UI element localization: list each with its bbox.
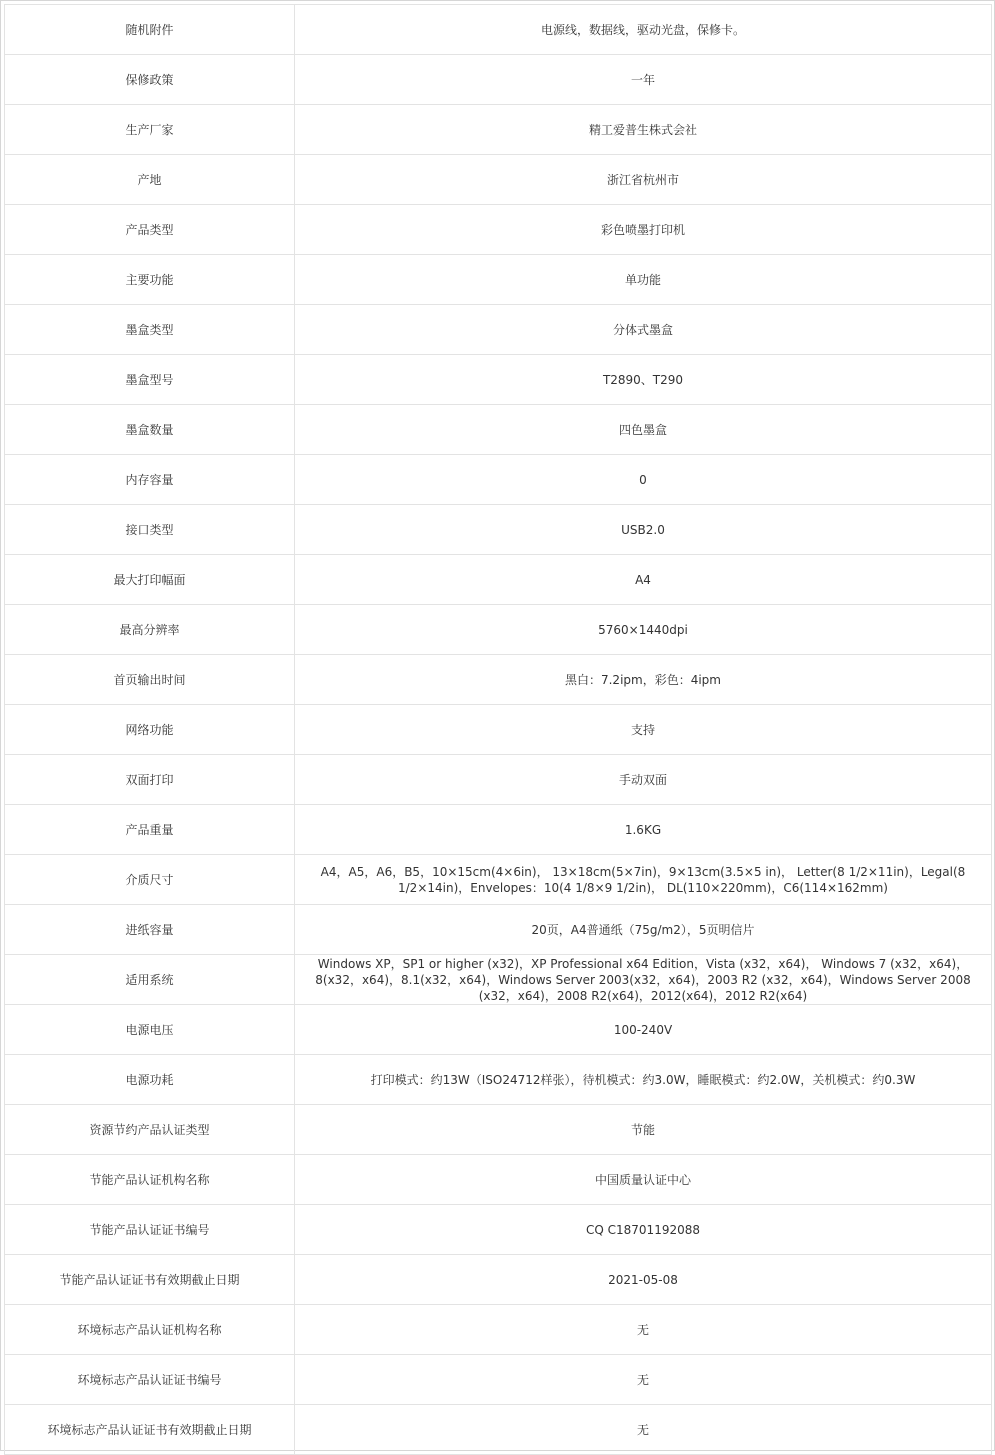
table-row [5, 805, 992, 855]
table-row [5, 1155, 992, 1205]
table-row [5, 1405, 992, 1455]
table-row [5, 605, 992, 655]
table-row [5, 355, 992, 405]
table-row [5, 255, 992, 305]
spec-label: 电源功耗 [5, 1055, 295, 1105]
table-row [5, 1305, 992, 1355]
spec-label: 产品重量 [5, 805, 295, 855]
table-row [5, 1255, 992, 1305]
spec-value: 电源线，数据线，驱动光盘，保修卡。 [295, 5, 992, 55]
spec-label: 环境标志产品认证机构名称 [5, 1305, 295, 1355]
spec-label: 进纸容量 [5, 905, 295, 955]
spec-table [4, 4, 992, 1455]
spec-value: 无 [295, 1355, 992, 1405]
spec-label: 节能产品认证证书有效期截止日期 [5, 1255, 295, 1305]
spec-value: 无 [295, 1305, 992, 1355]
spec-value: 1.6KG [295, 805, 992, 855]
table-row [5, 705, 992, 755]
spec-value: 单功能 [295, 255, 992, 305]
table-row [5, 305, 992, 355]
spec-label: 环境标志产品认证证书有效期截止日期 [5, 1405, 295, 1455]
spec-value: 一年 [295, 55, 992, 105]
table-row [5, 55, 992, 105]
spec-label: 主要功能 [5, 255, 295, 305]
spec-value: 黑白：7.2ipm，彩色：4ipm [295, 655, 992, 705]
spec-value: 无 [295, 1405, 992, 1455]
table-row [5, 1355, 992, 1405]
table-row [5, 5, 992, 55]
spec-value: 5760×1440dpi [295, 605, 992, 655]
spec-label: 节能产品认证证书编号 [5, 1205, 295, 1255]
table-row [5, 1005, 992, 1055]
spec-label: 电源电压 [5, 1005, 295, 1055]
table-row [5, 655, 992, 705]
spec-value: 打印模式：约13W（ISO24712样张），待机模式：约3.0W，睡眠模式：约2.0W，关机模式：约0.3W [295, 1055, 992, 1105]
spec-value: CQ C18701192088 [295, 1205, 992, 1255]
spec-value: USB2.0 [295, 505, 992, 555]
spec-value: 精工爱普生株式会社 [295, 105, 992, 155]
table-row [5, 855, 992, 905]
spec-value: 0 [295, 455, 992, 505]
spec-label: 最高分辨率 [5, 605, 295, 655]
spec-table-body [5, 5, 992, 1455]
table-row [5, 155, 992, 205]
spec-label: 节能产品认证机构名称 [5, 1155, 295, 1205]
spec-label: 墨盒型号 [5, 355, 295, 405]
spec-label: 环境标志产品认证证书编号 [5, 1355, 295, 1405]
spec-label: 首页输出时间 [5, 655, 295, 705]
spec-value: 节能 [295, 1105, 992, 1155]
table-row [5, 905, 992, 955]
spec-value: 支持 [295, 705, 992, 755]
table-row [5, 955, 992, 1005]
spec-label: 墨盒数量 [5, 405, 295, 455]
table-row [5, 205, 992, 255]
spec-label: 保修政策 [5, 55, 295, 105]
spec-label: 接口类型 [5, 505, 295, 555]
spec-value: 100-240V [295, 1005, 992, 1055]
spec-label: 产地 [5, 155, 295, 205]
spec-value: 四色墨盒 [295, 405, 992, 455]
spec-label: 内存容量 [5, 455, 295, 505]
spec-label: 生产厂家 [5, 105, 295, 155]
table-row [5, 1055, 992, 1105]
spec-value: T2890、T290 [295, 355, 992, 405]
spec-label: 网络功能 [5, 705, 295, 755]
table-row [5, 1105, 992, 1155]
spec-value: A4，A5，A6，B5，10×15cm(4×6in)， 13×18cm(5×7in)，9×13cm(3.5×5 in)， Letter(8 1/2×11in)，Legal(8 1/2×14in)，Envelopes：10(4 1/8×9 1/2in)， DL(110×220mm)，C6(114×162mm) [295, 855, 992, 905]
table-row [5, 505, 992, 555]
table-row [5, 1205, 992, 1255]
spec-label: 适用系统 [5, 955, 295, 1005]
spec-value: 中国质量认证中心 [295, 1155, 992, 1205]
spec-value: Windows XP，SP1 or higher (x32)，XP Professional x64 Edition，Vista (x32，x64)， Windows 7 (x32，x64)，8(x32，x64)，8.1(x32，x64)，Windows Server 2003(x32，x64)，2003 R2 (x32，x64)，Windows Server 2008 (x32，x64)，2008 R2(x64)，2012(x64)，2012 R2(x64) [295, 955, 992, 1005]
spec-label: 介质尺寸 [5, 855, 295, 905]
spec-value: 20页，A4普通纸（75g/m2），5页明信片 [295, 905, 992, 955]
spec-value: 分体式墨盒 [295, 305, 992, 355]
spec-label: 随机附件 [5, 5, 295, 55]
table-row [5, 755, 992, 805]
spec-value: A4 [295, 555, 992, 605]
table-row [5, 105, 992, 155]
spec-label: 资源节约产品认证类型 [5, 1105, 295, 1155]
spec-label: 墨盒类型 [5, 305, 295, 355]
spec-value: 手动双面 [295, 755, 992, 805]
spec-value: 彩色喷墨打印机 [295, 205, 992, 255]
spec-value: 2021-05-08 [295, 1255, 992, 1305]
spec-label: 产品类型 [5, 205, 295, 255]
table-row [5, 405, 992, 455]
spec-label: 最大打印幅面 [5, 555, 295, 605]
table-row [5, 555, 992, 605]
table-row [5, 455, 992, 505]
spec-label: 双面打印 [5, 755, 295, 805]
spec-value: 浙江省杭州市 [295, 155, 992, 205]
